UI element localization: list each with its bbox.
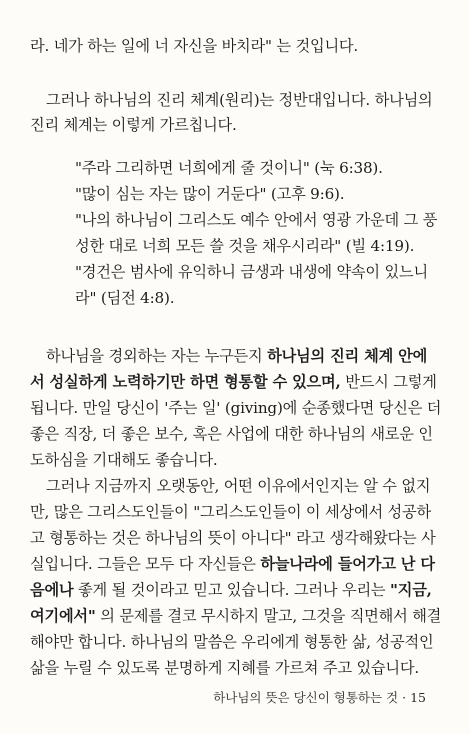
paragraph-line: 도하심을 기대해도 좋습니다. xyxy=(30,451,218,469)
emphasis-text: 하늘나라에 들어가고 난 다 xyxy=(260,555,435,573)
paragraph-line: 만, 많은 그리스도인들이 "그리스도인들이 이 세상에서 성공하 xyxy=(30,503,431,521)
footer-separator: · xyxy=(402,690,407,705)
paragraph-line: 진리 체계는 이렇게 가르칩니다. xyxy=(30,116,237,134)
paragraph-line xyxy=(30,606,441,626)
paragraph-line: 좋은 직장, 더 좋은 보수, 혹은 사업에 대한 하나님의 새로운 인 xyxy=(30,425,433,443)
emphasis-text: 여기에서" xyxy=(30,607,96,625)
quote-line: "많이 심는 자는 많이 거둔다" (고후 9:6). xyxy=(75,185,345,203)
paragraph-line: 그러나 하나님의 진리 체계(원리)는 정반대입니다. 하나님의 xyxy=(46,91,433,109)
page-footer xyxy=(213,688,426,706)
paragraph-line: 해야만 합니다. 하나님의 말씀은 우리에게 형통한 삶, 성공적인 xyxy=(30,633,434,651)
quote-line: "경건은 범사에 유익하니 금생과 내생에 약속이 있느니 xyxy=(75,263,428,281)
quote-line: "주라 그리하면 너희에게 줄 것이니" (눅 6:38). xyxy=(75,159,383,177)
emphasis-text: 하나님의 진리 체계 안에 xyxy=(267,347,428,365)
paragraph-line xyxy=(46,346,427,366)
running-title: 하나님의 뜻은 당신이 형통하는 것 xyxy=(213,690,399,705)
emphasis-text: 서 성실하게 노력하기만 하면 형통할 수 있으며, xyxy=(30,373,341,391)
paragraph-line xyxy=(30,554,435,574)
emphasis-text: "지금, xyxy=(390,581,432,599)
paragraph-line: 라. 네가 하는 일에 너 자신을 바치라" 는 것입니다. xyxy=(30,37,359,55)
paragraph-line: 삶을 누릴 수 있도록 분명하게 지혜를 가르쳐 주고 있습니다. xyxy=(30,659,419,677)
quote-line: 성한 대로 너희 모든 쓸 것을 채우시리라" (빌 4:19). xyxy=(75,237,415,255)
paragraph-line: 됩니다. 만일 당신이 '주는 일' (giving)에 순종했다면 당신은 더 xyxy=(30,399,442,417)
quote-line: 라" (딤전 4:8). xyxy=(75,289,175,307)
plain-text: 좋게 될 것이라고 믿고 있습니다. 그러나 우리는 xyxy=(73,581,391,599)
paragraph-line: 그러나 지금까지 오랫동안, 어떤 이유에서인지는 알 수 없지 xyxy=(46,477,431,495)
paragraph-line: 고 형통하는 것은 하나님의 뜻이 아니다" 라고 생각해왔다는 사 xyxy=(30,529,436,547)
page-number: 15 xyxy=(410,690,426,705)
quote-line: "나의 하나님이 그리스도 예수 안에서 영광 가운데 그 풍 xyxy=(75,211,438,229)
plain-text: 반드시 그렇게 xyxy=(340,373,437,391)
plain-text: 하나님을 경외하는 자는 누구든지 xyxy=(46,347,268,365)
emphasis-text: 음에나 xyxy=(30,581,74,599)
paragraph-line xyxy=(30,372,437,392)
plain-text: 실입니다. 그들은 모두 다 자신들은 xyxy=(30,555,261,573)
plain-text: 의 문제를 결코 무시하지 말고, 그것을 직면해서 해결 xyxy=(95,607,442,625)
paragraph-line xyxy=(30,580,432,600)
